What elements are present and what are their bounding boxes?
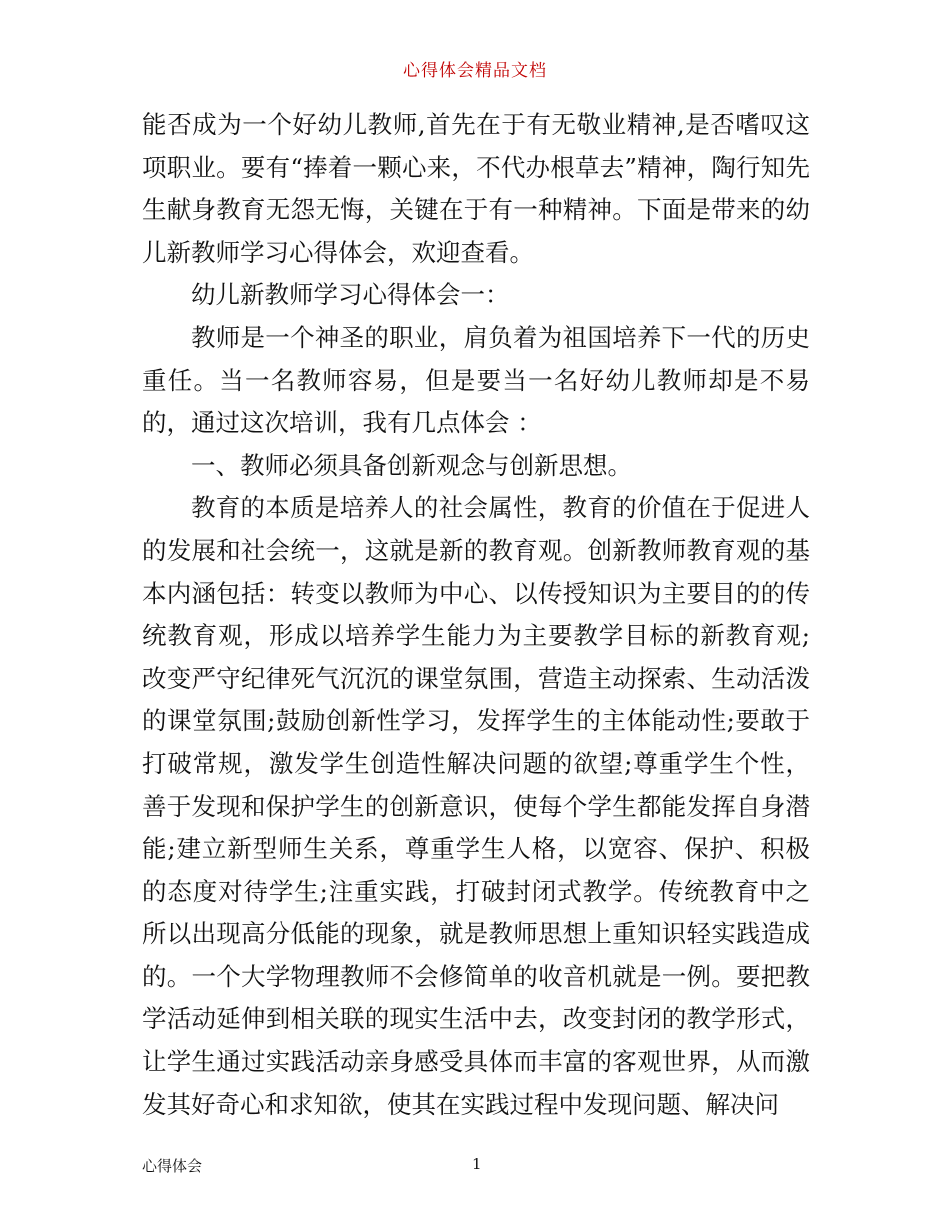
section-heading: 幼儿新教师学习心得体会一： bbox=[191, 280, 510, 310]
page-number: 1 bbox=[472, 1155, 482, 1173]
intro-paragraph: 能否成为一个好幼儿教师,首先在于有无敬业精神,是否嗜叹这项职业。要有“捧着一颗心来，不代办根草去”精神，陶行知先生献身教育无怨无悔，关键在于有一种精神。下面是带来的幼儿新教师学习心得体会，欢迎查看。 bbox=[142, 110, 810, 267]
page-footer bbox=[142, 1155, 810, 1177]
point-heading: 一、教师必须具备创新观念与创新思想。 bbox=[191, 450, 632, 480]
document-body bbox=[142, 104, 810, 1126]
footer-label: 心得体会 bbox=[142, 1157, 203, 1175]
body-paragraph: 教师是一个神圣的职业，肩负着为祖国培养下一代的历史重任。当一名教师容易，但是要当一名好幼儿教师却是不易的，通过这次培训，我有几点体会 ： bbox=[142, 322, 810, 438]
page-header-title: 心得体会精品文档 bbox=[403, 61, 547, 81]
body-paragraph: 教育的本质是培养人的社会属性，教育的价值在于促进人的发展和社会统一，这就是新的教育观。创新教师教育观的基本内涵包括：转变以教师为中心、以传授知识为主要目的的传统教育观，形成以培养学生能力为主要教学目标的新教育观;改变严守纪律死气沉沉的课堂氛围，营造主动探索、生动活泼的课堂氛围;鼓励创新性学习，发挥学生的主体能动性;要敢于打破常规，激发学生创造性解决问题的欲望;尊重学生个性，善于发现和保护学生的创新意识，使每个学生都能发挥自身潜能;建立新型师生关系，尊重学生人格，以宽容、保护、积极的态度对待学生;注重实践，打破封闭式教学。传统教育中之所以出现高分低能的现象，就是教师思想上重知识轻实践造成的。一个大学物理教师不会修简单的收音机就是一例。要把教学活动延伸到相关联的现实生活中去，改变封闭的教学形式，让学生通过实践活动亲身感受具体而丰富的客观世界，从而激发其好奇心和求知欲，使其在实践过程中发现问题、解决问 bbox=[142, 493, 810, 1119]
